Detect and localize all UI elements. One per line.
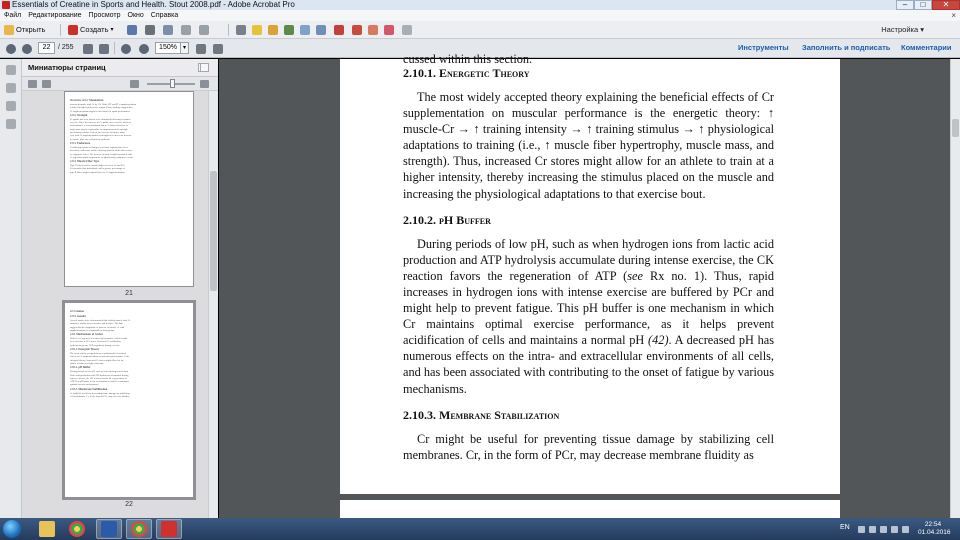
navigation-pane-strip — [0, 59, 22, 518]
thumbnails-scrollbar-thumb[interactable] — [210, 171, 217, 291]
window-title: Essentials of Creatine in Sports and Health. Stout 2008.pdf - Adobe Acrobat Pro — [12, 0, 295, 9]
chrome-icon[interactable] — [69, 521, 85, 537]
thumbnail-line: During periods of low pH, such as when hydrogen ions from — [70, 370, 129, 374]
thumbnail-page-label: 21 — [125, 290, 133, 297]
section-number: 2.10.1. — [403, 66, 436, 80]
thumbnail-content — [65, 303, 193, 398]
thumbnails-toolbar — [22, 77, 218, 91]
language-indicator[interactable]: EN — [840, 524, 850, 531]
toolbar-divider — [60, 24, 61, 36]
toolbar-divider — [228, 24, 229, 36]
window-controls — [896, 0, 960, 10]
zoom-level-input[interactable]: 150% — [155, 42, 181, 54]
folder-icon — [4, 25, 14, 35]
thumbnail-heading: 2.9.2. Strength — [70, 113, 88, 117]
pdf-page — [340, 52, 840, 494]
share-icon[interactable] — [199, 25, 209, 35]
line-icon[interactable] — [352, 25, 362, 35]
thumbnail-line: type II fibers might respond better to Cr supplementation. — [70, 170, 126, 174]
zoom-dropdown-button[interactable]: ▾ — [181, 42, 189, 54]
thumbnails-panel-header — [22, 59, 218, 77]
thumbnail-line: Several studies have demonstrated that skeletal muscle total Cr — [70, 319, 131, 322]
acrobat-icon[interactable] — [161, 521, 177, 537]
page-thumbnails-panel — [22, 59, 218, 518]
thumbnail-line: ATP. This pH buffer is one mechanism in which Cr maintains — [70, 380, 129, 384]
maximize-button[interactable]: □ — [914, 0, 932, 10]
thumbnail-line: Conflicting reports of changes in aerobic capacity have been — [70, 145, 128, 149]
save-icon[interactable] — [127, 25, 137, 35]
panel-title: Миниатюры страниц — [28, 63, 106, 72]
menu-view[interactable]: Просмотр — [88, 12, 121, 19]
bookmarks-icon[interactable] — [6, 83, 16, 93]
paragraph-energetic-theory: The most widely accepted theory explaining the beneficial effects of Cr supplementation on muscular performance is the energetic theory: ↑ muscle-Cr → ↑ training intensity → ↑ training stimulus → ↑ physiological adaptations to training (i.e., ↑ muscle fiber hypertrophy, muscle mass, and strength). Thus, increased Cr stores might allow for an athlete to train at a higher intensity, thereby increasing the stimulus placed on the muscle and increasing the physiological adaptations to that exercise bout. — [403, 90, 774, 201]
attachments-icon[interactable] — [6, 101, 16, 111]
menu-window[interactable]: Окно — [127, 12, 144, 19]
tray-icon[interactable] — [902, 526, 909, 533]
clock-date: 01.04.2016 — [918, 529, 951, 536]
main-toolbar — [0, 21, 960, 39]
open-button[interactable] — [4, 23, 45, 37]
page-thumbnails-icon[interactable] — [6, 65, 16, 75]
create-label: Создать — [80, 25, 109, 34]
thumbnail-line: Cr supplementation might be beneficial for sprint performance. — [70, 109, 131, 113]
attach-icon[interactable] — [300, 25, 310, 35]
stamp-icon[interactable] — [284, 25, 294, 35]
windows-taskbar — [0, 518, 960, 540]
panel-options-icon[interactable] — [200, 63, 209, 72]
toolbar-divider — [114, 42, 115, 54]
markup-icon[interactable] — [334, 25, 344, 35]
paragraph-ph-buffer — [403, 236, 774, 397]
reference-citation[interactable]: (42) — [648, 333, 669, 348]
thumbnail-line: body mass may be responsible for improvements in strength — [70, 127, 128, 131]
file-explorer-icon[interactable] — [39, 521, 55, 537]
setup-label: Настройка — [881, 25, 919, 34]
thumbnail-line: Cr ingestion might compromise weight-bearing endurance events. — [70, 155, 134, 159]
thumbnail-heading: 2.9.5. Gender — [70, 315, 87, 318]
menu-edit[interactable]: Редактирование — [28, 12, 82, 19]
page-total: / 255 — [58, 44, 74, 51]
print-icon[interactable] — [145, 25, 155, 35]
thumbnail-line: in an increase in PCr stores. Increased Cr availability — [70, 340, 121, 344]
word-icon[interactable] — [101, 521, 117, 537]
zoom-in-icon[interactable] — [139, 44, 149, 54]
thumbnail-line: It is possible that individuals with a greater percentage of — [70, 167, 125, 171]
fill-sign-panel-button[interactable]: Заполнить и подписать — [802, 43, 891, 52]
document-view — [219, 52, 960, 518]
thumbnail-line: in muscle fiber size and protein synthesis. — [70, 137, 111, 141]
thumbnail-line: no ergogenic effect. The increase in body weight associated with — [70, 152, 132, 156]
section-heading-energetic-theory — [403, 65, 774, 81]
chrome-icon[interactable] — [131, 521, 147, 537]
tray-icon[interactable] — [858, 526, 865, 533]
eraser-icon[interactable] — [384, 25, 394, 35]
thumbnail-line: energetic theory. Increased Cr stores might allow for an — [70, 358, 124, 362]
create-pdf-icon — [68, 25, 78, 35]
thumbnail-heading: 2.10.3. Membrane Stabilization — [70, 387, 108, 391]
paragraph-text: Rx no. 1). Thus, rapid increases in hydrogen ions with intense exercise are buffered by PCr and might help to prevent fatigue. This pH buffer is one mechanism in which Cr maintains optimal exercise performance, as it helps prevent acidification of cells and maintains a normal pH — [403, 268, 774, 348]
start-button-icon[interactable] — [3, 520, 21, 538]
thumbnail-line: suggest that the magnitude of increase in muscle Cr with — [70, 325, 125, 329]
italic-see: see — [627, 268, 643, 283]
thumbnail-line: exercise. Since the increase in Cr uptake after exercise has been — [70, 121, 131, 125]
thumbnail-content — [65, 92, 193, 174]
settings-icon[interactable] — [181, 25, 191, 35]
thumbnail-line: Type II fibers tend to contain higher levels of Cr and PCr. — [70, 164, 126, 168]
section-heading-ph-buffer — [403, 212, 774, 228]
paragraph-text: . A decreased pH has numerous effects on the intra- and extracellular environments of all cells, and has been associated with contributing to the onset of fatigue by various mechanisms. — [403, 333, 774, 396]
section-number: 2.10.3. — [403, 407, 436, 422]
section-title: Energetic Theory — [439, 66, 530, 80]
page-up-icon[interactable] — [6, 44, 16, 54]
fit-page-icon[interactable] — [196, 44, 206, 54]
acrobat-app-icon — [2, 1, 10, 9]
thumbnail-line: optimal exercise performance. — [70, 383, 100, 387]
page-down-icon[interactable] — [22, 44, 32, 54]
title-bar — [0, 0, 960, 10]
thumbnail-line: athlete to train at a higher intensity. — [70, 361, 104, 365]
document-scrollbar-thumb[interactable] — [952, 119, 959, 137]
hand-tool-icon[interactable] — [99, 44, 109, 54]
thumbnail-line: content is similar between males and females. The data — [70, 322, 123, 326]
section-title: Membrane Stabilization — [439, 407, 560, 422]
email-icon[interactable] — [163, 25, 173, 35]
paragraph-text: During periods of low pH, such as when hydrogen ions from lactic acid production and ATP hydrolysis accumulate during intense exercise, the CK reaction favors the regeneration of ATP ( — [403, 236, 774, 283]
create-button[interactable] — [68, 23, 114, 37]
page-number-input[interactable]: 22 — [38, 42, 55, 54]
thumbnail-line: effects of Cr supplementation on muscular performance is the — [70, 355, 130, 359]
menu-file[interactable]: Файл — [4, 12, 22, 19]
thumbnail-line: intense exercise, the CK reaction favors the regeneration of — [70, 376, 127, 380]
enlarge-thumbnail-icon[interactable] — [200, 80, 209, 88]
close-button[interactable]: ✕ — [932, 0, 960, 10]
thumbnail-heading: 2.9.4. Muscle Fiber Type — [70, 160, 100, 164]
thumbnail-line: resulted in higher peak power output. These findings suggest that — [70, 106, 133, 110]
thumbnail-line: cell membranes. Cr, in the form of PCr, may decrease fluidity. — [70, 395, 130, 399]
tools-panel-button[interactable]: Инструменты — [738, 43, 789, 52]
zoom-out-icon[interactable] — [121, 44, 131, 54]
thumbnail-line: The most widely accepted theory explaining the beneficial — [70, 352, 126, 356]
menu-bar — [0, 10, 960, 21]
comment-icon[interactable] — [252, 25, 262, 35]
thumbnail-line: described, with some studies showing benefits while others show — [70, 149, 133, 153]
system-clock[interactable] — [918, 521, 951, 537]
minimize-button[interactable]: – — [896, 0, 914, 10]
clock-time: 22:54 — [924, 521, 942, 528]
menu-help[interactable]: Справка — [150, 12, 179, 19]
delete-page-icon[interactable] — [42, 80, 51, 88]
pencil-icon[interactable] — [368, 25, 378, 35]
fit-width-icon[interactable] — [213, 44, 223, 54]
volume-icon[interactable] — [891, 526, 898, 533]
thumbnail-line: increased muscle total Cr by 5%. Both ATP and PCr supplementation — [70, 103, 137, 106]
thumbnail-options-icon[interactable] — [28, 80, 37, 88]
section-title: pH Buffer — [439, 212, 491, 227]
gear-icon[interactable] — [236, 25, 246, 35]
thumbnail-line: Cr might be useful for preventing tissue damage by stabilizing — [70, 391, 130, 395]
more-tools-icon[interactable] — [402, 25, 412, 35]
document-scrollbar[interactable] — [950, 59, 960, 518]
section-number: 2.10.2. — [403, 212, 436, 227]
signatures-icon[interactable] — [6, 119, 16, 129]
select-tool-icon[interactable] — [83, 44, 93, 54]
network-icon[interactable] — [880, 526, 887, 533]
open-label: Открыть — [16, 25, 46, 34]
thumbnail-heading: 22 Creatine — [70, 310, 84, 313]
reduce-thumbnail-icon[interactable] — [130, 80, 139, 88]
paragraph-membrane-stabilization: Cr might be useful for preventing tissue damage by stabilizing cell membranes. Cr, in the form of PCr, may decrease membrane fluidity as — [403, 431, 774, 462]
thumbnail-line: When Cr is ingested, it is taken up by muscle, which results — [70, 337, 128, 341]
thumbnail-heading: 2.9.3. Endurance — [70, 141, 91, 145]
highlight-icon[interactable] — [268, 25, 278, 35]
thumbnail-heading: 2.10. Mechanisms of Action — [70, 333, 103, 337]
thumbnail-heading: 2.10.2. pH Buffer — [70, 366, 91, 370]
thumbnail-heading: Overview of Cr Metabolism — [70, 99, 104, 102]
setup-dropdown[interactable]: Настройка ▾ — [881, 25, 924, 34]
thumbnail-line: Cr uptake has been shown to be stimulated following resistance — [70, 117, 131, 121]
thumbnail-page-label: 22 — [125, 501, 133, 508]
cut-off-line: cussed within this section. — [403, 52, 533, 66]
thumbnail-size-slider-handle[interactable] — [170, 79, 175, 88]
chevron-down-icon: ▾ — [110, 27, 114, 33]
thumbnail-heading: 2.10.1. Energetic Theory — [70, 348, 100, 352]
page-thumbnail-21[interactable] — [64, 91, 194, 287]
thumbnail-line: demonstrated, it was postulated that a Cr-induced increase in — [70, 124, 129, 128]
thumbnail-line: lactic acid production and ATP hydrolysis accumulate during — [70, 373, 129, 377]
page-text — [403, 52, 774, 463]
tray-icon[interactable] — [869, 526, 876, 533]
thumbnail-line: seen with Cr supplementation is thought to be due to an increase — [70, 134, 132, 138]
comments-panel-button[interactable]: Комментарии — [901, 43, 952, 52]
document-close-button[interactable]: × — [951, 11, 956, 20]
text-edit-icon[interactable] — [316, 25, 326, 35]
thumbnails-scrollbar[interactable] — [208, 91, 218, 518]
thumbnail-line: could mean greater ATP resynthesis during exercise. — [70, 343, 121, 347]
page-thumbnail-22[interactable] — [64, 302, 194, 498]
section-heading-membrane-stabilization — [403, 407, 774, 423]
thumbnail-line: supplementation is comparable in both groups. — [70, 328, 115, 332]
thumbnail-line: and training volume. Indeed, the increase in fat-free mass — [70, 131, 125, 135]
